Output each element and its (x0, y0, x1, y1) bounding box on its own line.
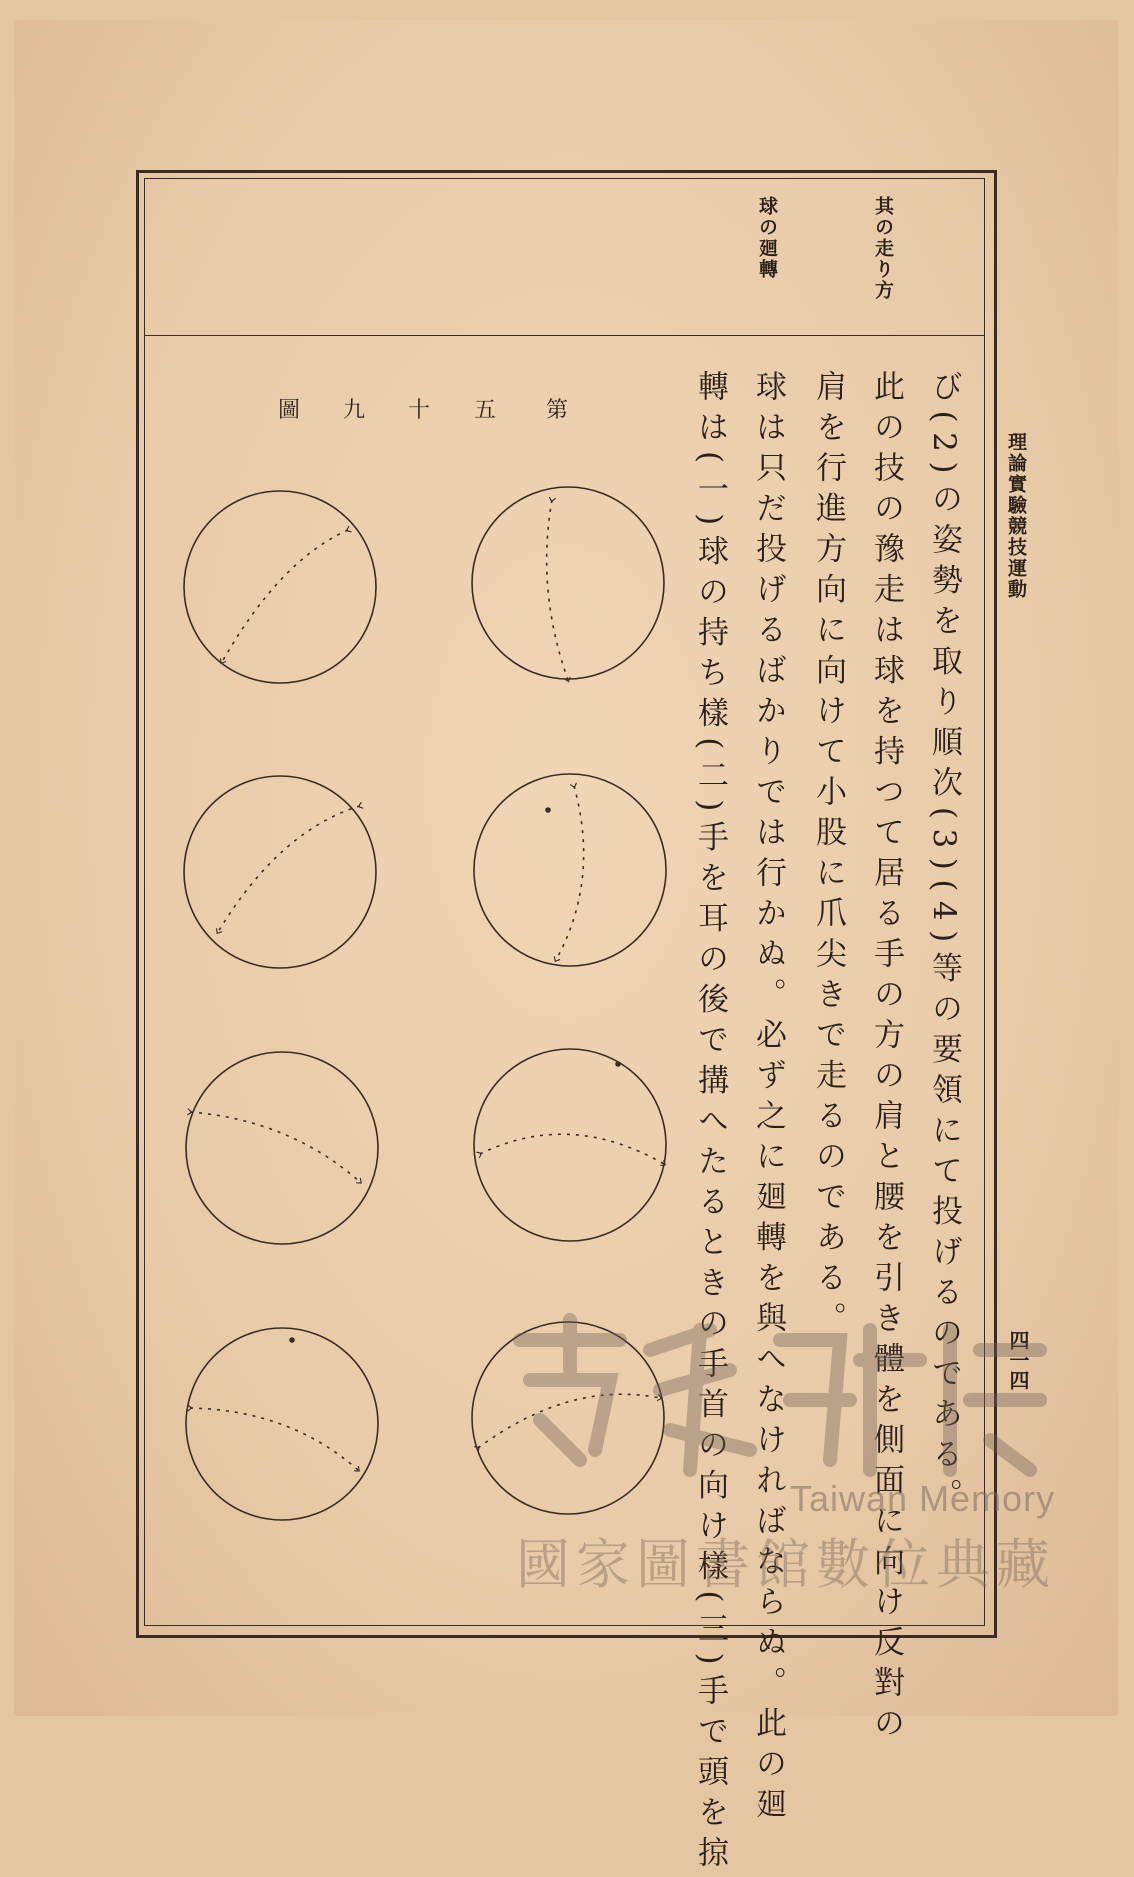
margin-note-running: 其の走り方 (872, 196, 894, 301)
baseball-spin-diagrams (170, 480, 690, 1620)
figure-title-char-1: 第 (546, 398, 569, 423)
ball-1-left (184, 491, 376, 683)
ball-8-right (472, 1322, 664, 1514)
body-line-5: 轉は(一)球の持ち樣(二)手を耳の後で搆へたるときの手首の向け樣(三)手で頭を掠 (692, 370, 728, 1877)
figure-title-char-5: 圖 (278, 398, 301, 423)
watermark-chinese: 國家圖書館數位典藏 (516, 1533, 1056, 1596)
page-number: 四一四 (1006, 1330, 1030, 1390)
ball-6-right (474, 1049, 666, 1241)
ball-2-right (472, 487, 664, 680)
figure-title-char-3: 十 (408, 398, 431, 423)
ball-4-right (474, 774, 666, 966)
running-title: 理論實驗競技運動 (1005, 432, 1027, 600)
ball-5-left (186, 1052, 378, 1244)
figure-title-char-2: 五 (474, 398, 497, 423)
ball-7-left (186, 1328, 378, 1520)
body-line-4: 球は只だ投げるばかりでは行かぬ。必ず之に廻轉を與へなければならぬ。此の廻 (750, 370, 786, 1828)
watermark-english: Taiwan Memory (790, 1478, 1056, 1519)
body-line-3: 肩を行進方向に向けて小股に爪尖きで走るのである。 (810, 370, 846, 1342)
ball-3-left (184, 776, 376, 968)
body-line-2: 此の技の豫走は球を持つて居る手の方の肩と腰を引き體を側面に向け反對の (868, 370, 904, 1747)
margin-note-spin: 球の廻轉 (756, 196, 778, 280)
figure-title-char-4: 九 (343, 398, 366, 423)
margin-note-rule (144, 335, 984, 336)
body-line-1: び(2)の姿勢を取り順次(3)(4)等の要領にて投げるのである。 (926, 370, 962, 1519)
